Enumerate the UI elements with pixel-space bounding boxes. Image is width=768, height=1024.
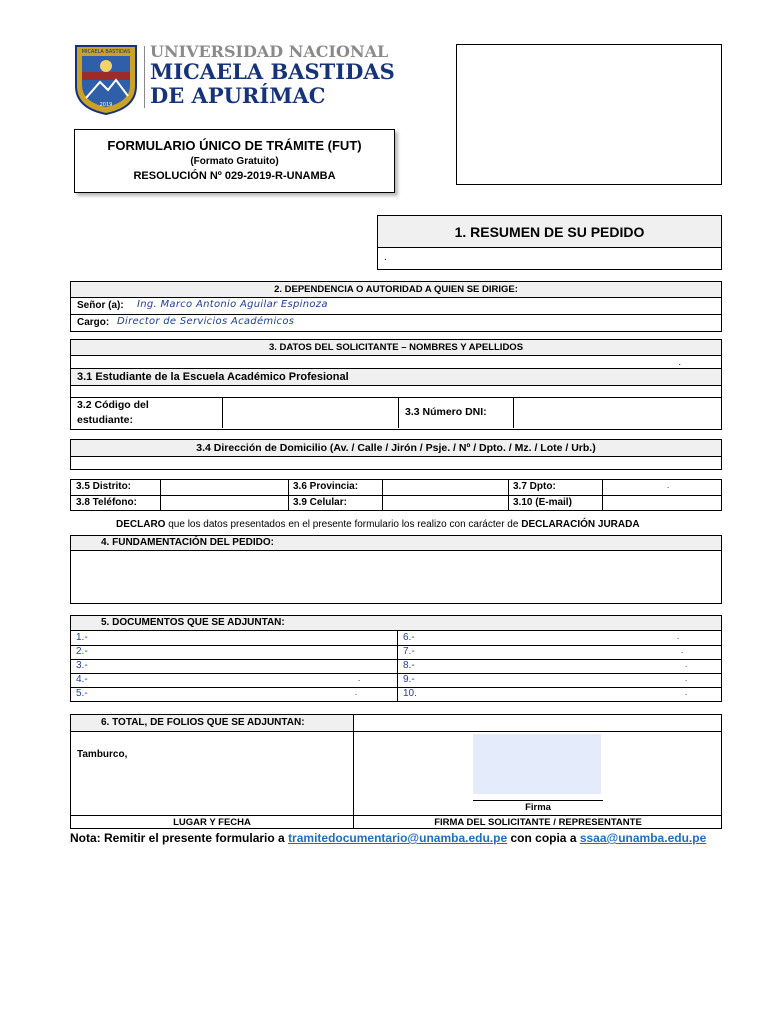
- section-4-title: 4. FUNDAMENTACIÓN DEL PEDIDO:: [71, 536, 721, 551]
- university-seal-icon: [72, 42, 140, 116]
- dpto-label: 3.7 Dpto:: [513, 481, 556, 492]
- doc-item-3[interactable]: 3.-: [76, 660, 88, 671]
- doc-item-8-dot: .: [685, 660, 688, 669]
- section-3: [70, 339, 722, 430]
- fut-subtitle: (Formato Gratuito): [190, 156, 279, 167]
- university-line-2: MICAELA BASTIDAS: [150, 59, 395, 84]
- email-label: 3.10 (E-mail): [513, 497, 572, 508]
- declaration-body: que los datos presentados en el presente formulario los realizo con carácter de: [165, 519, 522, 530]
- declaration-text: [116, 519, 640, 530]
- doc-item-9-dot: .: [685, 674, 688, 683]
- summary-field[interactable]: .: [384, 252, 387, 263]
- telefono-field[interactable]: [161, 496, 288, 511]
- summary-title: 1. RESUMEN DE SU PEDIDO: [378, 216, 721, 248]
- doc-item-5[interactable]: 5.-: [76, 688, 88, 699]
- cargo-label: Cargo:: [77, 317, 110, 328]
- celular-label: 3.9 Celular:: [293, 497, 347, 508]
- firma-solicitante-label: FIRMA DEL SOLICITANTE / REPRESENTANTE: [434, 817, 642, 828]
- doc-item-8[interactable]: 8.-: [403, 660, 415, 671]
- senor-value[interactable]: Ing. Marco Antonio Aguilar Espinoza: [137, 299, 328, 310]
- doc-item-7-dot: .: [681, 646, 684, 655]
- section-3-title: 3. DATOS DEL SOLICITANTE – NOMBRES Y APELLIDOS: [71, 340, 721, 356]
- logo-divider: [144, 46, 145, 108]
- folios-field[interactable]: [354, 715, 722, 732]
- location-contact-box: [70, 479, 722, 511]
- doc-item-10[interactable]: 10.: [403, 688, 417, 699]
- codigo-label-2: estudiante:: [77, 414, 134, 426]
- applicant-name-field[interactable]: [71, 356, 721, 369]
- fundamentacion-field[interactable]: [71, 551, 721, 603]
- senor-label: Señor (a):: [77, 300, 124, 311]
- section-6: [70, 714, 722, 829]
- email-link-tramite[interactable]: tramitedocumentario@unamba.edu.pe: [288, 831, 508, 845]
- firma-text: Firma: [525, 802, 551, 813]
- doc-item-7[interactable]: 7.-: [403, 646, 415, 657]
- seal-year-text: 2019: [99, 102, 113, 108]
- section-6-title: 6. TOTAL, DE FOLIOS QUE SE ADJUNTAN:: [71, 715, 353, 732]
- summary-box: [377, 215, 722, 270]
- section-2: [70, 281, 722, 332]
- escuela-label: 3.1 Estudiante de la Escuela Académico Profesional: [77, 371, 349, 383]
- cargo-value[interactable]: Director de Servicios Académicos: [117, 316, 295, 327]
- dni-label: 3.3 Número DNI:: [405, 406, 487, 418]
- doc-item-9[interactable]: 9.-: [403, 674, 415, 685]
- dni-field[interactable]: [514, 398, 722, 428]
- doc-item-10-dot: .: [685, 688, 688, 697]
- distrito-label: 3.5 Distrito:: [76, 481, 132, 492]
- section-2-title: 2. DEPENDENCIA O AUTORIDAD A QUIEN SE DIRIGE:: [71, 282, 721, 298]
- declaration-jurada: DECLARACIÓN JURADA: [521, 519, 640, 530]
- doc-item-1[interactable]: 1.-: [76, 632, 88, 643]
- fut-resolution: RESOLUCIÓN Nº 029-2019-R-UNAMBA: [133, 170, 336, 182]
- dpto-dot: .: [667, 481, 670, 490]
- direccion-label: 3.4 Dirección de Domicilio (Av. / Calle / Jirón / Psje. / Nº / Dpto. / Mz. / Lote / Urb.): [71, 440, 721, 457]
- footer-note: [70, 831, 706, 845]
- doc-item-6[interactable]: 6.-: [403, 632, 415, 643]
- codigo-label-1: 3.2 Código del: [77, 399, 149, 411]
- fut-title-box: [74, 129, 395, 193]
- lugar-fecha-label: LUGAR Y FECHA: [173, 817, 251, 828]
- note-prefix: Nota: Remitir el presente formulario a: [70, 831, 289, 845]
- note-middle: con copia a: [507, 831, 580, 845]
- provincia-field[interactable]: [383, 480, 508, 495]
- escuela-field[interactable]: [71, 386, 721, 398]
- signature-area[interactable]: [473, 734, 601, 794]
- section-4: [70, 535, 722, 604]
- doc-item-4[interactable]: 4.-: [76, 674, 88, 685]
- declaration-declaro: DECLARO: [116, 519, 166, 530]
- direccion-box: [70, 439, 722, 470]
- doc-item-2[interactable]: 2.-: [76, 646, 88, 657]
- doc-item-6-dot: .: [677, 632, 680, 641]
- university-line-1: UNIVERSIDAD NACIONAL: [150, 42, 389, 61]
- university-line-3: DE APURÍMAC: [150, 83, 326, 108]
- place-text[interactable]: Tamburco,: [77, 749, 128, 760]
- photo-box: [456, 44, 722, 185]
- dpto-field[interactable]: [603, 480, 722, 495]
- fut-title: FORMULARIO ÚNICO DE TRÁMITE (FUT): [107, 138, 362, 153]
- seal-top-text: MICAELA BASTIDAS: [81, 49, 131, 55]
- celular-field[interactable]: [383, 496, 508, 511]
- signature-line: [473, 800, 603, 801]
- email-link-ssaa[interactable]: ssaa@unamba.edu.pe: [579, 831, 707, 845]
- name-dot: .: [678, 357, 681, 367]
- section-5: [70, 615, 722, 702]
- distrito-field[interactable]: [161, 480, 288, 495]
- email-field[interactable]: [603, 496, 722, 511]
- telefono-label: 3.8 Teléfono:: [76, 497, 137, 508]
- section-5-title: 5. DOCUMENTOS QUE SE ADJUNTAN:: [71, 616, 721, 631]
- doc-item-5-dot: .: [355, 688, 358, 697]
- university-logo: [72, 42, 402, 116]
- direccion-field[interactable]: [71, 457, 721, 469]
- doc-item-4-dot: .: [358, 674, 361, 683]
- codigo-field[interactable]: [223, 398, 398, 428]
- provincia-label: 3.6 Provincia:: [293, 481, 359, 492]
